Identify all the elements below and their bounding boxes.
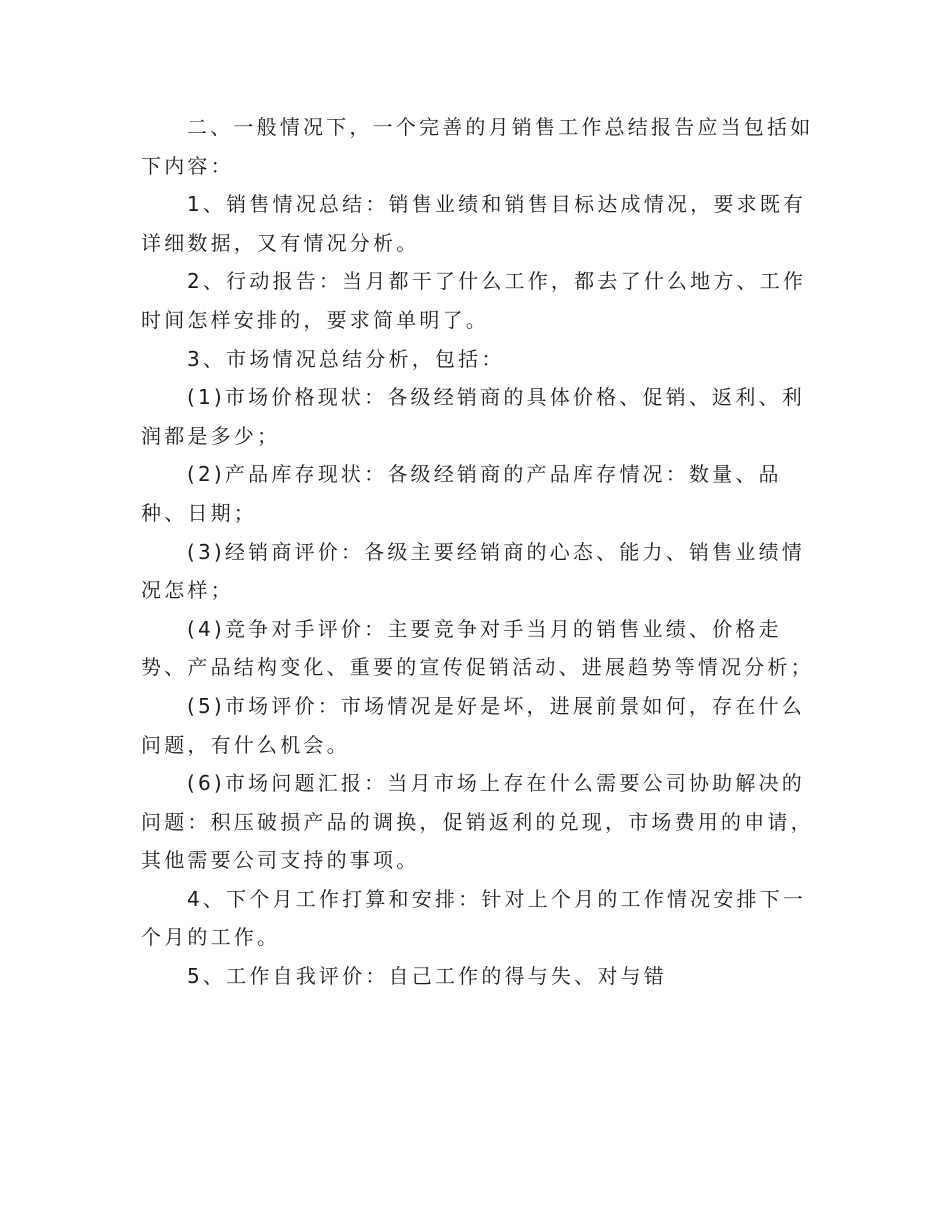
- paragraph-sales-summary: 1、销售情况总结：销售业绩和销售目标达成情况，要求既有详细数据，又有情况分析。: [141, 192, 807, 255]
- document-body: [141, 108, 821, 996]
- paragraph-next-month-plan: 4、下个月工作打算和安排：针对上个月的工作情况安排下一个月的工作。: [141, 886, 807, 950]
- paragraph-market-analysis: 3、市场情况总结分析，包括：: [187, 346, 505, 371]
- paragraph-inventory: (2)产品库存现状：各级经销商的产品库存情况：数量、品种、日期；: [141, 462, 782, 525]
- paragraph-action-report: 2、行动报告：当月都干了什么工作，都去了什么地方、工作时间怎样安排的，要求简单明了。: [141, 269, 807, 332]
- paragraph-dealer-evaluation: (3)经销商评价：各级主要经销商的心态、能力、销售业绩情况怎样；: [141, 539, 805, 603]
- paragraph-market-issues: (6)市场问题汇报：当月市场上存在什么需要公司协助解决的问题：积压破损产品的调换，促销返利的兑现，市场费用的申请，其他需要公司支持的事项。: [141, 771, 814, 873]
- paragraph-market-price: (1)市场价格现状：各级经销商的具体价格、促销、返利、利润都是多少；: [141, 385, 805, 448]
- paragraph-self-evaluation: 5、工作自我评价：自己工作的得与失、对与错: [187, 964, 667, 989]
- paragraph-competitor-evaluation: (4)竞争对手评价：主要竞争对手当月的销售业绩、价格走势、产品结构变化、重要的宣传促销活动、进展趋势等情况分析；: [141, 616, 814, 680]
- heading-paragraph: 二、一般情况下，一个完善的月销售工作总结报告应当包括如下内容：: [141, 115, 814, 178]
- paragraph-market-evaluation: (5)市场评价：市场情况是好是坏，进展前景如何，存在什么问题，有什么机会。: [141, 693, 805, 757]
